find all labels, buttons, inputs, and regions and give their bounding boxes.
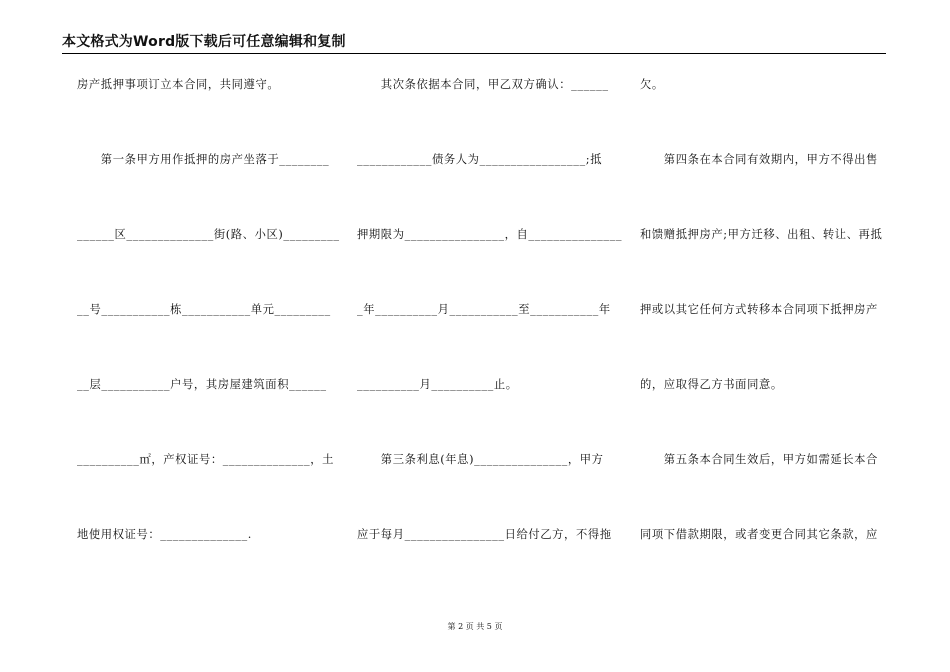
text-line: 欠。 — [640, 78, 664, 91]
text-line: 应于每月________________日给付乙方，不得拖 — [357, 528, 612, 541]
text-line: 第五条本合同生效后，甲方如需延长本合 — [640, 453, 878, 466]
text-line: 第四条在本合同有效期内，甲方不得出售 — [640, 153, 878, 166]
text-line: 同项下借款期限，或者变更合同其它条款，应 — [640, 528, 878, 541]
text-line: 地使用权证号：______________. — [77, 528, 252, 541]
text-line: __________月__________止。 — [357, 378, 518, 391]
text-line: __________㎡，产权证号：______________，土 — [77, 453, 335, 466]
text-line: 押期限为________________，自_______________ — [357, 228, 623, 241]
text-line: ______区______________街(路、小区)_________ — [77, 228, 340, 241]
text-line: 和馈赠抵押房产;甲方迁移、出租、转让、再抵 — [640, 228, 883, 241]
text-line: 的，应取得乙方书面同意。 — [640, 378, 783, 391]
page-header — [62, 34, 886, 54]
text-line: __层___________户号，其房屋建筑面积______ — [77, 378, 327, 391]
text-line: 第三条利息(年息)_______________，甲方 — [357, 453, 604, 466]
header-title: 本文格式为Word版下载后可任意编辑和复制 — [62, 34, 346, 50]
text-line: 第一条甲方用作抵押的房产坐落于________ — [77, 153, 330, 166]
text-line: 其次条依据本合同，甲乙双方确认：______ — [357, 78, 609, 91]
text-line: __号___________栋___________单元_________ — [77, 303, 331, 316]
text-line: 房产抵押事项订立本合同，共同遵守。 — [77, 78, 280, 91]
text-line: 押或以其它任何方式转移本合同项下抵押房产 — [640, 303, 878, 316]
page-number: 第 2 页 共 5 页 — [447, 622, 503, 631]
text-line: _年__________月___________至___________年 — [357, 303, 611, 316]
text-line: ____________债务人为_________________;抵 — [357, 153, 603, 166]
